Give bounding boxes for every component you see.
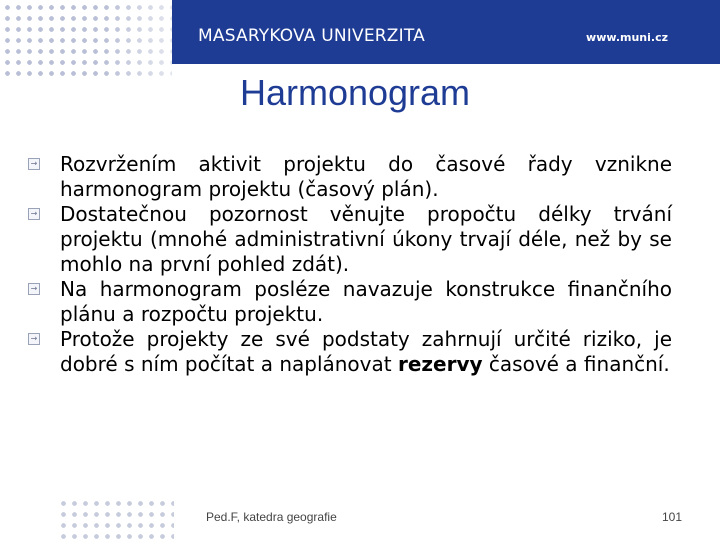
page-number: 101 (661, 510, 682, 524)
footer-grid-pattern (56, 496, 174, 540)
arrow-box-icon: → (28, 208, 40, 220)
bullet-text-end: časové a finanční. (482, 352, 670, 376)
bullet-item (28, 277, 672, 327)
arrow-box-icon: → (28, 158, 40, 170)
bullet-text: Na harmonogram posléze navazuje konstrukce finančního plánu a rozpočtu projektu. (60, 277, 672, 326)
slide-title: Harmonogram (239, 72, 471, 113)
bullet-bold-text: rezervy (397, 352, 483, 376)
bullet-item (28, 152, 672, 202)
bullet-text: Rozvržením aktivit projektu do časové řady vznikne harmonogram projektu (časový plán). (60, 152, 672, 201)
bullet-list (28, 152, 672, 377)
bullet-item (28, 202, 672, 277)
bullet-item (28, 327, 672, 377)
bullet-text: Protože projekty ze své podstaty zahrnují určité riziko, je dobré s ním počítat a naplánovat (60, 327, 672, 376)
footer-text: Ped.F, katedra geografie (206, 510, 337, 524)
arrow-box-icon: → (28, 283, 40, 295)
logo-grid-pattern (0, 0, 172, 80)
bullet-text: Dostatečnou pozornost věnujte propočtu délky trvání projektu (mnohé administrativní úkony trvají déle, než by se mohlo na první pohled zdát). (60, 202, 672, 276)
arrow-box-icon: → (28, 333, 40, 345)
university-website[interactable]: www.muni.cz (586, 31, 668, 44)
university-name: MASARYKOVA UNIVERZITA (198, 26, 425, 46)
